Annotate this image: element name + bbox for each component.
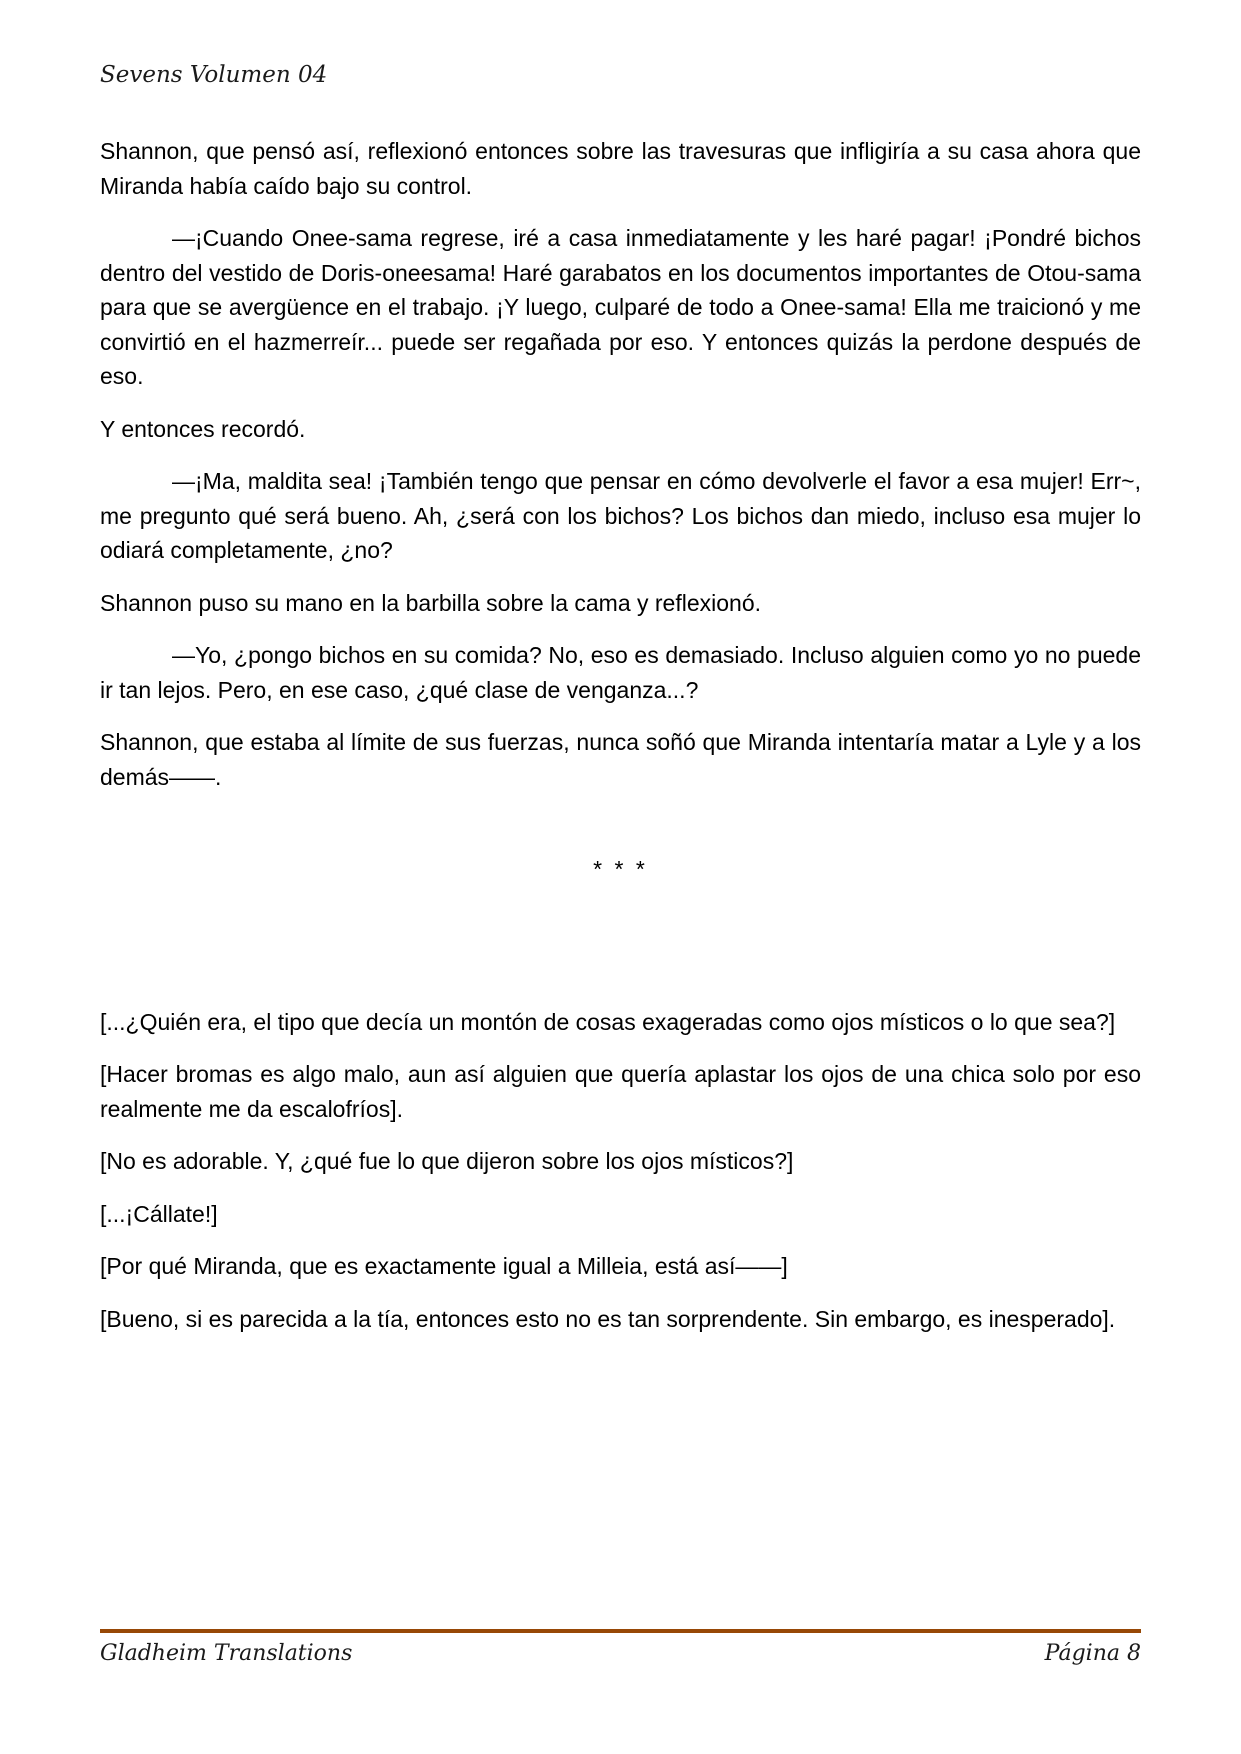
paragraph-dialogue: —¡Ma, maldita sea! ¡También tengo que pensar en cómo devolverle el favor a esa mujer! Err~, me pregunto qué será bueno. Ah, ¿será con los bichos? Los bichos dan miedo, incluso esa mujer lo odiará completamente, ¿no?	[100, 468, 1141, 563]
paragraph-bracket: [Bueno, si es parecida a la tía, entonces esto no es tan sorprendente. Sin embargo, es inesperado].	[100, 1305, 1116, 1332]
header-title: Sevens Volumen 04	[100, 62, 328, 88]
paragraph-bracket: [Hacer bromas es algo malo, aun así alguien que quería aplastar los ojos de una chica solo por eso realmente me da escalofríos].	[100, 1061, 1141, 1122]
paragraph: Shannon, que pensó así, reflexionó entonces sobre las travesuras que infligiría a su casa ahora que Miranda había caído bajo su control.	[100, 138, 1141, 199]
paragraph-dialogue: —Yo, ¿pongo bichos en su comida? No, eso es demasiado. Incluso alguien como yo no puede ir tan lejos. Pero, en ese caso, ¿qué clase de venganza...?	[100, 642, 1141, 703]
footer-row	[100, 1641, 1141, 1666]
page-footer	[100, 1629, 1141, 1666]
paragraph-bracket: [No es adorable. Y, ¿qué fue lo que dijeron sobre los ojos místicos?]	[100, 1148, 794, 1174]
footer-rule	[100, 1629, 1141, 1633]
paragraph-bracket: [...¡Cállate!]	[100, 1200, 218, 1227]
paragraph-dialogue: —¡Cuando Onee-sama regrese, iré a casa inmediatamente y les haré pagar! ¡Pondré bichos dentro del vestido de Doris-oneesama! Haré garabatos en los documentos importantes de Otou-sama para que se avergüence en el trabajo. ¡Y luego, culparé de todo a Onee-sama! Ella me traicionó y me convirtió en el hazmerreír... puede ser regañada por eso. Y entonces quizás la perdone después de eso.	[100, 225, 1141, 389]
footer-page-number: Página 8	[1044, 1641, 1141, 1666]
paragraph: Shannon, que estaba al límite de sus fuerzas, nunca soñó que Miranda intentaría matar a Lyle y a los demás——.	[100, 729, 1141, 790]
paragraph: Y entonces recordó.	[100, 415, 306, 442]
paragraph: Shannon puso su mano en la barbilla sobre la cama y reflexionó.	[100, 589, 762, 616]
footer-translator: Gladheim Translations	[100, 1641, 353, 1666]
paragraph-bracket: [Por qué Miranda, que es exactamente igual a Milleia, está así——]	[100, 1253, 788, 1279]
document-body	[100, 134, 1141, 1336]
scene-separator: * * *	[593, 856, 648, 882]
paragraph-bracket: [...¿Quién era, el tipo que decía un montón de cosas exageradas como ojos místicos o lo que sea?]	[100, 1008, 1116, 1035]
page-header	[100, 62, 1141, 88]
